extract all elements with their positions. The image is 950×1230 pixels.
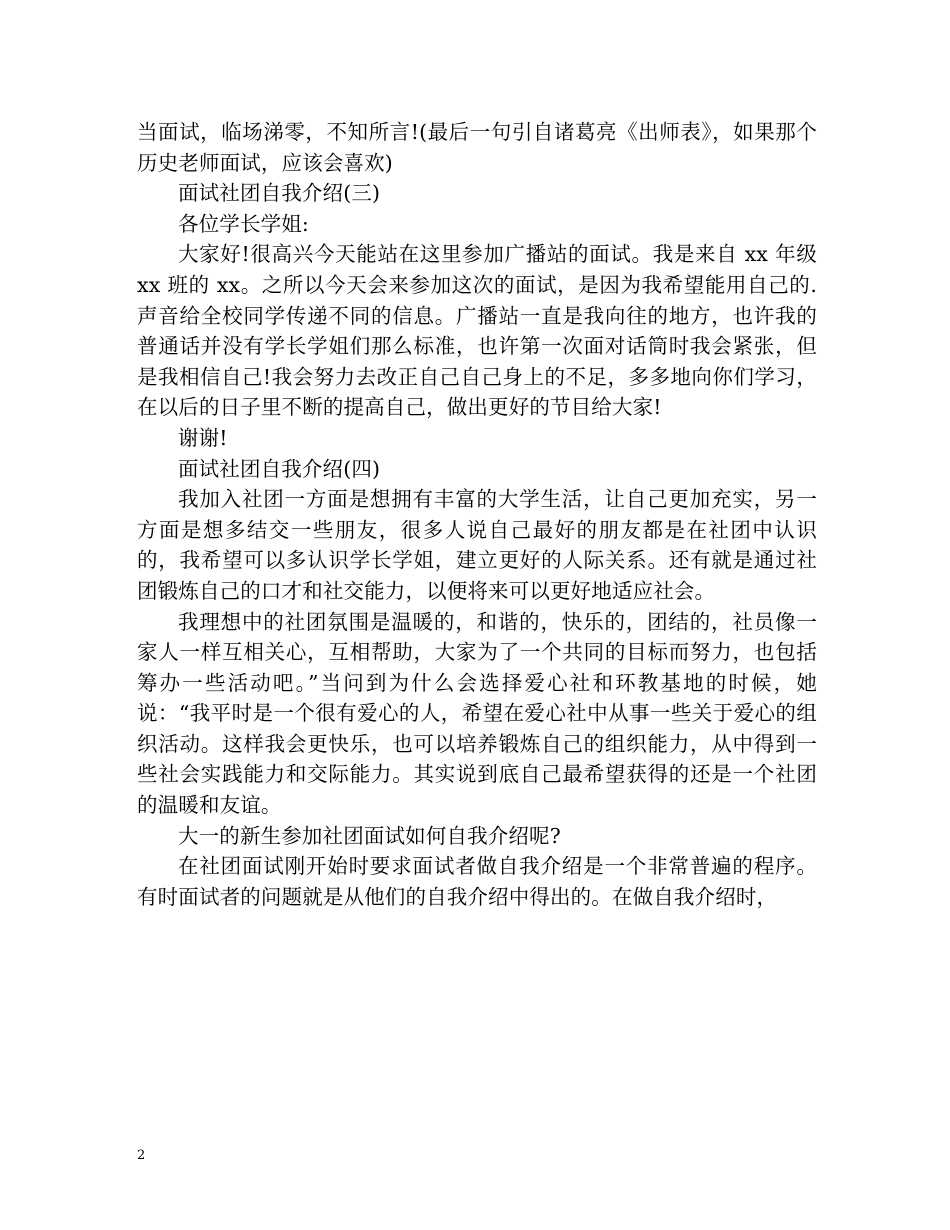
salutation: 各位学长学姐:	[178, 211, 309, 236]
paragraph: 我理想中的社团氛围是温暖的，和谐的，快乐的，团结的，社员像一家人一样互相关心，互相帮助，大家为了一个共同的目标而努力，也包括筹办一些活动吧。”当问到为什么会选择爱心社和环教基地的时候，她说：“我平时是一个很有爱心的人，希望在爱心社中从事一些关于爱心的组织活动。这样我会更快乐，也可以培养锻炼自己的组织能力，从中得到一些社会实践能力和交际能力。其实说到底自己最希望获得的还是一个社团的温暖和友谊。	[137, 609, 817, 818]
document-body	[137, 117, 817, 912]
paragraph: 大家好!很高兴今天能站在这里参加广播站的面试。我是来自 xx 年级 xx 班的 xx。之所以今天会来参加这次的面试，是因为我希望能用自己的.声音给全校同学传递不同的信息。广播站一直是我向往的地方，也许我的普通话并没有学长学姐们那么标准，也许第一次面对话筒时我会紧张，但是我相信自己!我会努力去改正自己自己身上的不足，多多地向你们学习，在以后的日子里不断的提高自己，做出更好的节目给大家!	[137, 242, 817, 420]
paragraph: 在社团面试刚开始时要求面试者做自我介绍是一个非常普遍的程序。有时面试者的问题就是从他们的自我介绍中得出的。在做自我介绍时，	[137, 854, 817, 909]
paragraph: 我加入社团一方面是想拥有丰富的大学生活，让自己更加充实，另一方面是想多结交一些朋友，很多人说自己最好的朋友都是在社团中认识的，我希望可以多认识学长学姐，建立更好的人际关系。还有就是通过社团锻炼自己的口才和社交能力，以便将来可以更好地适应社会。	[137, 487, 817, 603]
section-heading: 大一的新生参加社团面试如何自我介绍呢?	[178, 823, 561, 848]
closing-line: 谢谢!	[178, 425, 228, 450]
section-heading: 面试社团自我介绍(三)	[178, 181, 381, 206]
section-heading: 面试社团自我介绍(四)	[178, 456, 381, 481]
page-number: 2	[137, 1148, 146, 1163]
paragraph: 当面试，临场涕零，不知所言!(最后一句引自诸葛亮《出师表》，如果那个历史老师面试，应该会喜欢)	[137, 120, 817, 175]
